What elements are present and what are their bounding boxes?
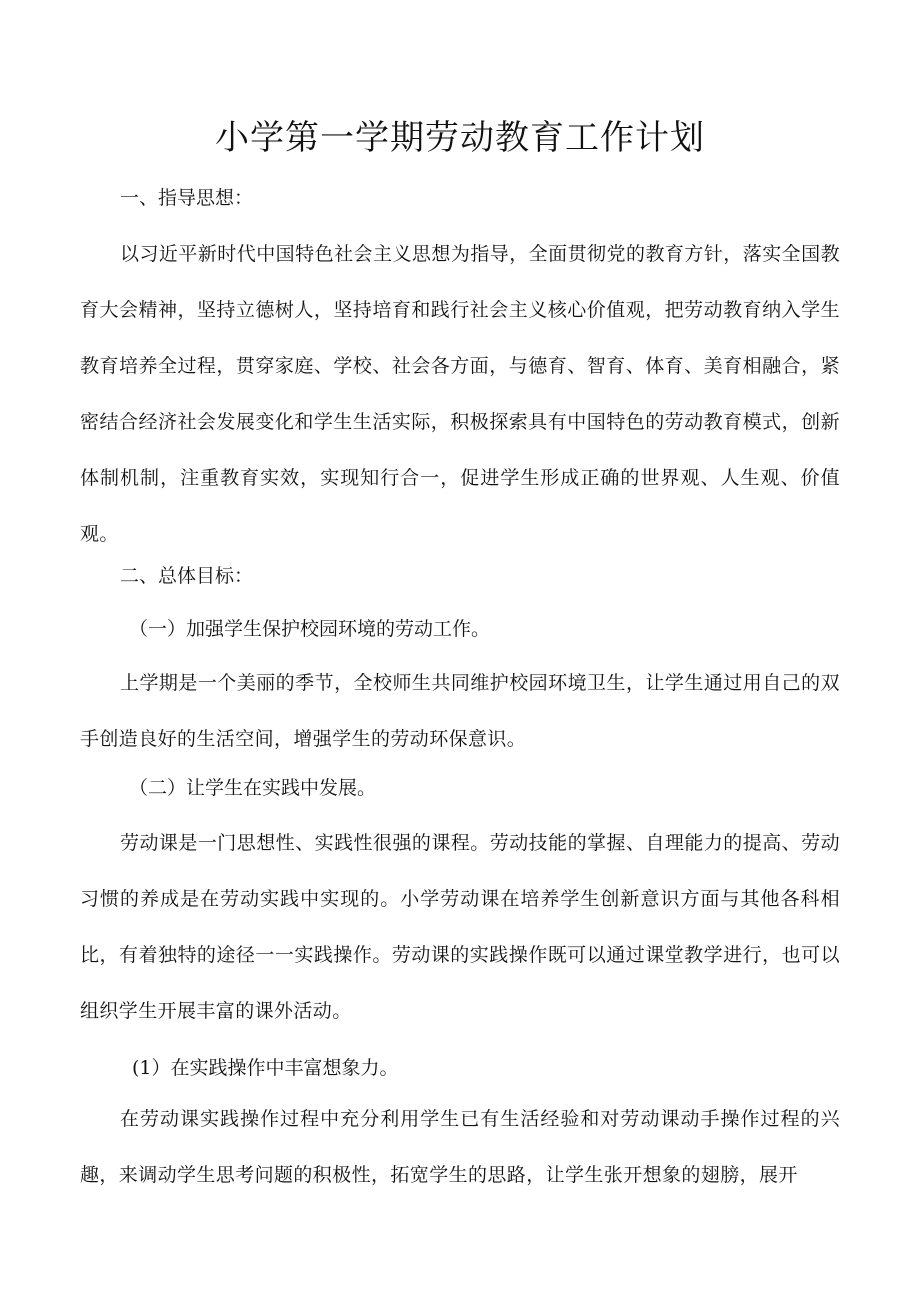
paragraph-imagination: 在劳动课实践操作过程中充分利用学生已有生活经验和对劳动课动手操作过程的兴趣，来调动学生思考问题的积极性，拓宽学生的思路，让学生张开想象的翅膀，展开 <box>80 1108 840 1186</box>
subheading-imagination: (1）在实践操作中丰富想象力。 <box>132 1057 399 1079</box>
paragraph-guiding-ideology: 以习近平新时代中国特色社会主义思想为指导，全面贯彻党的教育方针，落实全国教育大会精神，坚持立德树人，坚持培育和践行社会主义核心价值观，把劳动教育纳入学生教育培养全过程，贯穿家庭、学校、社会各方面，与德育、智育、体育、美育相融合，紧密结合经济社会发展变化和学生生活实际，积极探索具有中国特色的劳动教育模式，创新体制机制，注重教育实效，实现知行合一，促进学生形成正确的世界观、人生观、价值观。 <box>80 243 840 545</box>
paragraph-campus-environment: 上学期是一个美丽的季节，全校师生共同维护校园环境卫生，让学生通过用自己的双手创造良好的生活空间，增强学生的劳动环保意识。 <box>80 672 840 750</box>
section-heading-overall-goals: 二、总体目标： <box>120 565 254 587</box>
subheading-campus-environment: （一）加强学生保护校园环境的劳动工作。 <box>129 618 491 640</box>
paragraph-practice-development: 劳动课是一门思想性、实践性很强的课程。劳动技能的掌握、自理能力的提高、劳动习惯的养成是在劳动实践中实现的。小学劳动课在培养学生创新意识方面与其他各科相比，有着独特的途径一一实践操作。劳动课的实践操作既可以通过课堂教学进行，也可以组织学生开展丰富的课外活动。 <box>80 832 840 1022</box>
section-heading-guiding-ideology: 一、指导思想： <box>120 187 254 209</box>
subheading-practice-development: （二）让学生在实践中发展。 <box>129 777 377 799</box>
page-title: 小学第一学期劳动教育工作计划 <box>215 118 705 158</box>
